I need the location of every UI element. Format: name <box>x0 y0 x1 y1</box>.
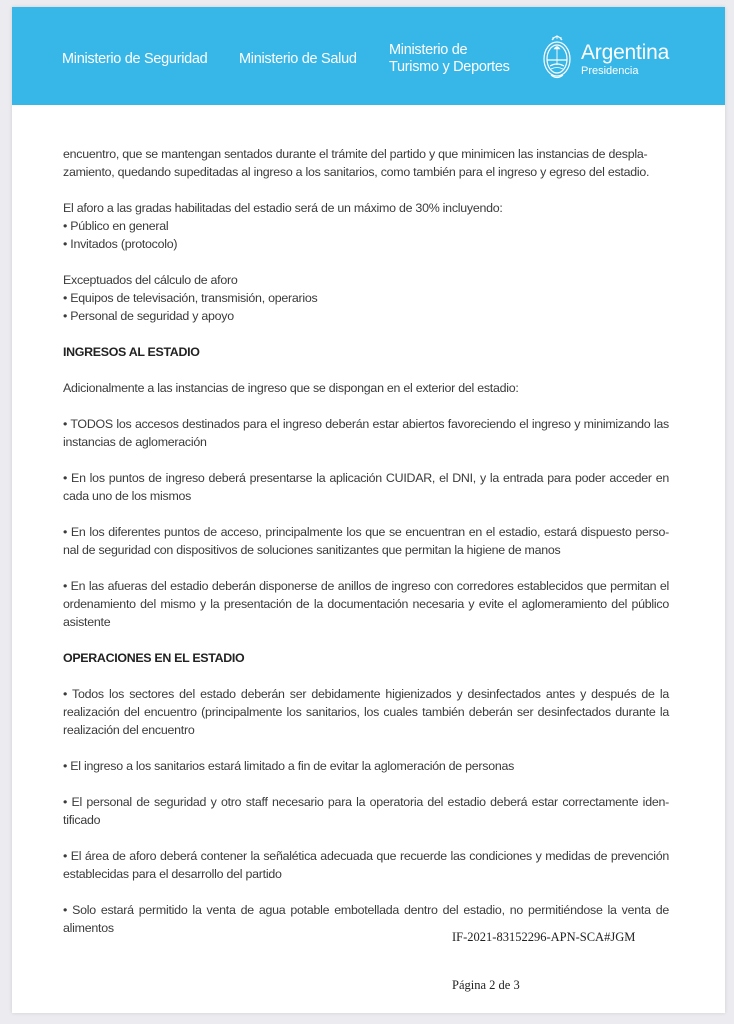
ingresos-intro: Adicionalmente a las instancias de ingreso que se dispongan en el exterior del estadio: <box>63 381 519 395</box>
argentina-coat-of-arms-icon <box>542 31 572 83</box>
intro-line-1: encuentro, que se mantengan sentados durante el trámite del partido y que minimicen las instancias de despla- <box>63 147 648 161</box>
section-heading-ingresos: INGRESOS AL ESTADIO <box>63 345 200 359</box>
section-heading-operaciones: OPERACIONES EN EL ESTADIO <box>63 651 245 665</box>
operaciones-item: • El ingreso a los sanitarios estará limitado a fin de evitar la aglomeración de personas <box>63 759 515 773</box>
aforo-item: • Público en general <box>63 219 169 233</box>
operaciones-item: • Todos los sectores del estado deberán ser debidamente higienizados y desinfectados antes y después de la realización del encuentro (principalmente los sanitarios, los cuales también deberán ser desinfectados durante la realización del encuentro <box>63 687 669 737</box>
operaciones-item: • El área de aforo deberá contener la señalética adecuada que recuerde las condiciones y medidas de prevención establecidas para el desarrollo del partido <box>63 849 669 881</box>
operaciones-item: • El personal de seguridad y otro staff necesario para la operatoria del estadio deberá estar correctamente iden-tificado <box>63 795 669 827</box>
excepted-title: Exceptuados del cálculo de aforo <box>63 273 238 287</box>
aforo-item: • Invitados (protocolo) <box>63 237 178 251</box>
ingresos-item: • TODOS los accesos destinados para el ingreso deberán estar abiertos favoreciendo el ingreso y minimizando las instancias de aglomeración <box>63 417 669 449</box>
ingresos-item: • En los diferentes puntos de acceso, principalmente los que se encuentran en el estadio, estará dispuesto perso-nal de seguridad con dispositivos de soluciones sanitizantes que permitan la higiene de manos <box>63 525 669 557</box>
ingresos-item: • En las afueras del estadio deberán disponerse de anillos de ingreso con corredores establecidos que permitan el ordenamiento del mismo y la presentación de la documentación necesaria y evite el aglomeramiento del público asistente <box>63 579 669 629</box>
ministry-turismo-line1: Ministerio de <box>389 42 468 58</box>
document-page <box>12 7 725 1013</box>
ministry-salud: Ministerio de Salud <box>239 51 357 67</box>
brand-subtitle: Presidencia <box>581 65 639 77</box>
document-id: IF-2021-83152296-APN-SCA#JGM <box>452 930 636 944</box>
operaciones-item: • Solo estará permitido la venta de agua potable embotellada dentro del estadio, no permitiéndose la venta de alimentos <box>63 903 669 935</box>
page-number: Página 2 de 3 <box>452 978 520 992</box>
ministry-turismo-line2: Turismo y Deportes <box>389 59 510 75</box>
ministry-turismo-deportes <box>389 42 510 76</box>
excepted-item: • Equipos de televisación, transmisión, operarios <box>63 291 318 305</box>
ingresos-item: • En los puntos de ingreso deberá presentarse la aplicación CUIDAR, el DNI, y la entrada para poder acceder en cada uno de los mismos <box>63 471 669 503</box>
brand-title: Argentina <box>581 41 670 64</box>
document-body <box>63 145 669 937</box>
document-header <box>12 7 725 105</box>
ministry-seguridad: Ministerio de Seguridad <box>62 51 208 67</box>
excepted-item: • Personal de seguridad y apoyo <box>63 309 234 323</box>
aforo-title: El aforo a las gradas habilitadas del estadio será de un máximo de 30% incluyendo: <box>63 201 503 215</box>
intro-line-2: zamiento, quedando supeditadas al ingreso a los sanitarios, como también para el ingreso y egreso del estadio. <box>63 165 650 179</box>
